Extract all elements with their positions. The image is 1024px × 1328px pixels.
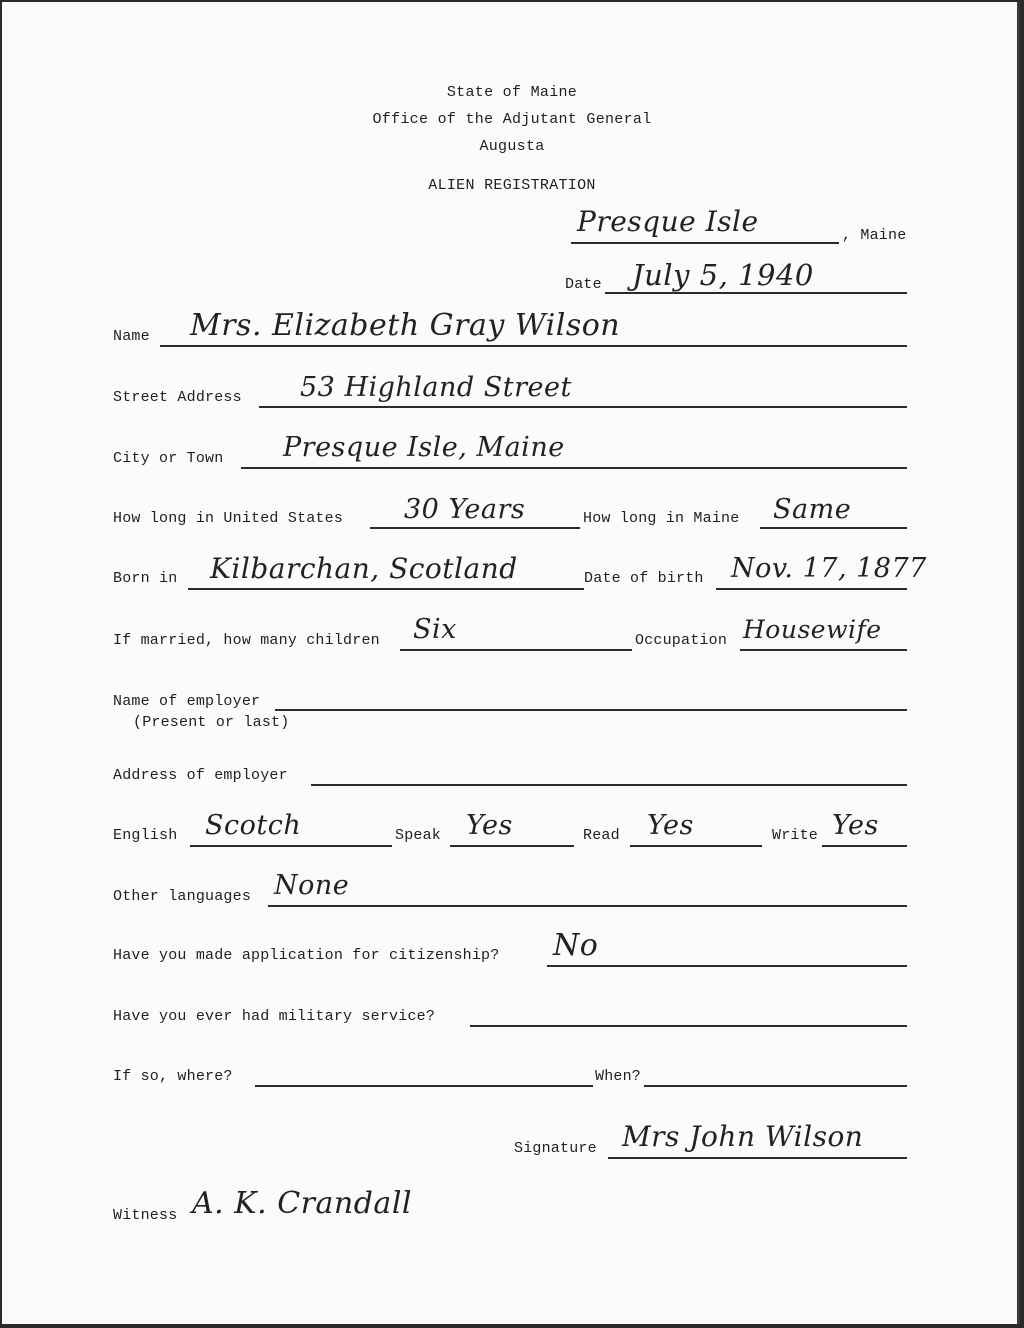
children-line [400,649,632,651]
header-city: Augusta [479,138,545,155]
street-line [259,406,907,408]
write-label: Write [772,827,819,844]
header-office: Office of the Adjutant General [372,111,652,128]
born-in-line [188,588,584,590]
speak-label: Speak [395,827,442,844]
header-state: State of Maine [446,84,578,101]
witness-entry: A. K. Crandall [192,1186,413,1221]
citizenship-entry: No [553,928,599,963]
english-line [190,845,392,847]
write-line [822,845,907,847]
occupation-entry: Housewife [743,615,882,644]
born-in-entry: Kilbarchan, Scotland [210,552,518,585]
maine-label: , Maine [842,227,907,244]
speak-line [450,845,574,847]
town-line [571,242,839,244]
city-label: City or Town [113,450,224,467]
date-entry: July 5, 1940 [632,258,814,292]
employer-sublabel: (Present or last) [133,714,290,731]
when-label: When? [595,1068,642,1085]
form-title: ALIEN REGISTRATION [428,177,596,194]
date-label: Date [565,276,602,293]
english-label: English [113,827,178,844]
city-line [241,467,907,469]
children-label: If married, how many children [113,632,380,649]
street-label: Street Address [113,389,242,406]
how-long-maine-entry: Same [773,494,852,525]
employer-line [275,709,907,711]
signature-label: Signature [514,1140,597,1157]
citizenship-line [547,965,907,967]
read-label: Read [583,827,620,844]
dob-entry: Nov. 17, 1877 [731,553,927,584]
other-languages-label: Other languages [113,888,252,905]
other-languages-entry: None [274,870,350,901]
how-long-us-line [370,527,580,529]
how-long-maine-line [760,527,907,529]
where-label: If so, where? [113,1068,233,1085]
witness-label: Witness [113,1207,178,1224]
date-line [605,292,907,294]
employer-address-label: Address of employer [113,767,288,784]
read-line [630,845,762,847]
how-long-maine-label: How long in Maine [583,510,740,527]
read-entry: Yes [647,810,694,841]
occupation-label: Occupation [635,632,728,649]
dob-label: Date of birth [584,570,704,587]
write-entry: Yes [832,810,879,841]
name-entry: Mrs. Elizabeth Gray Wilson [190,308,621,343]
speak-entry: Yes [466,810,513,841]
children-entry: Six [413,614,457,645]
employer-address-line [311,784,907,786]
english-entry: Scotch [205,810,302,841]
signature-line [608,1157,907,1159]
employer-label: Name of employer [113,693,261,710]
citizenship-label: Have you made application for citizenship? [113,947,500,964]
occupation-line [740,649,907,651]
name-label: Name [113,328,150,345]
military-label: Have you ever had military service? [113,1008,436,1025]
how-long-us-label: How long in United States [113,510,344,527]
registration-form-page [2,2,1020,1324]
town-entry: Presque Isle [577,205,759,238]
military-line [470,1025,907,1027]
when-line [644,1085,907,1087]
street-entry: 53 Highland Street [300,372,572,403]
other-languages-line [268,905,907,907]
how-long-us-entry: 30 Years [404,494,526,525]
city-entry: Presque Isle, Maine [283,432,565,463]
signature-entry: Mrs John Wilson [622,1120,864,1153]
name-line [160,345,907,347]
born-in-label: Born in [113,570,178,587]
where-line [255,1085,593,1087]
dob-line [716,588,907,590]
